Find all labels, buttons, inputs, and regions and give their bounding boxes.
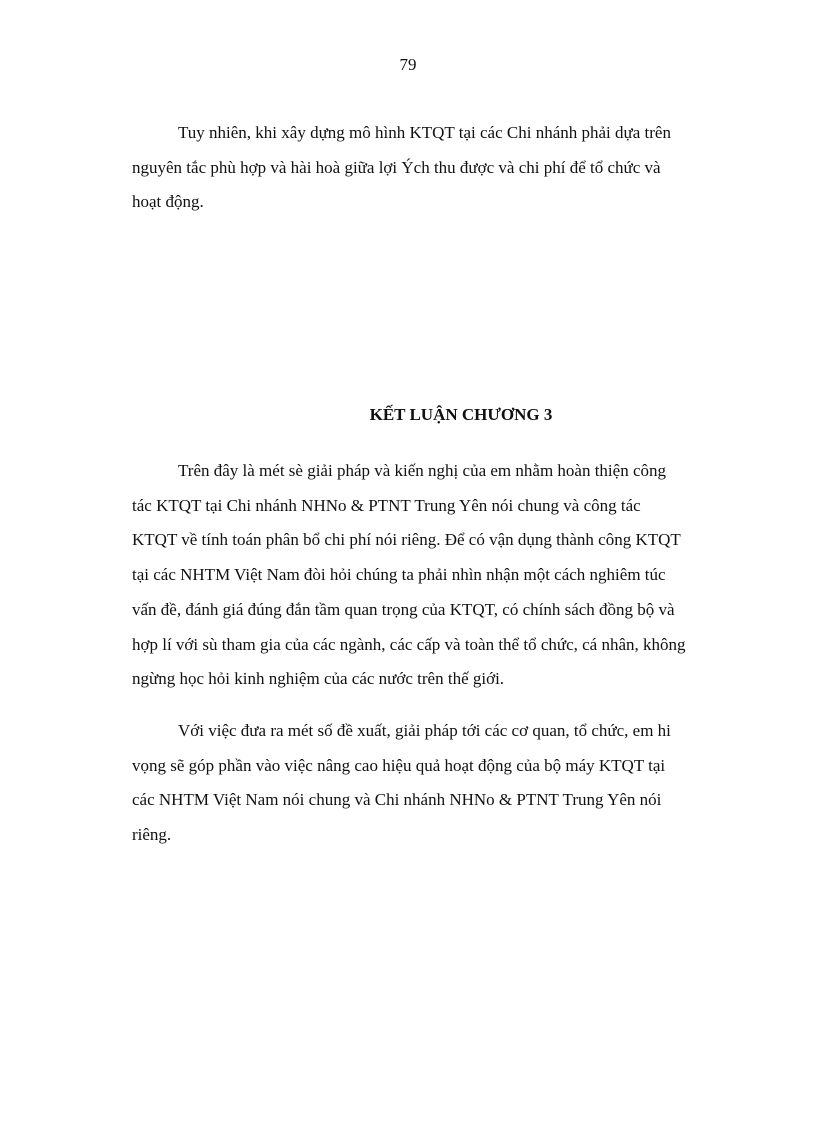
text-line: nguyên tắc phù hợp và hài hoà giữa lợi Ých thu được và chi phí để tổ chức và — [132, 157, 661, 177]
text-line: hợp lí với sù tham gia của các ngành, các cấp và toàn thể tổ chức, cá nhân, không — [132, 634, 686, 654]
chapter-conclusion-heading: KẾT LUẬN CHƯƠNG 3 — [369, 405, 553, 424]
text-line: riêng. — [132, 825, 172, 845]
conclusion-paragraph-1 — [132, 454, 744, 697]
text-line: vấn đề, đánh giá đúng đắn tầm quan trọng của KTQT, có chính sách đồng bộ và — [132, 599, 675, 619]
text-line: Trên đây là mét sè giải pháp và kiến nghị của em nhằm hoàn thiện công — [178, 461, 666, 480]
text-line: hoạt động. — [132, 192, 204, 211]
conclusion-paragraph-2 — [132, 714, 732, 853]
text-line: tác KTQT tại Chi nhánh NHNo & PTNT Trung Yên nói chung và công tác — [132, 495, 641, 515]
text-line: Tuy nhiên, khi xây dựng mô hình KTQT tại các Chi nhánh phải dựa trên — [178, 123, 671, 142]
page-number: 79 — [399, 55, 417, 74]
text-line: vọng sẽ góp phần vào việc nâng cao hiệu quả hoạt động của bộ máy KTQT tại — [132, 755, 666, 775]
text-line: tại các NHTM Việt Nam đòi hỏi chúng ta phải nhìn nhận một cách nghiêm túc — [132, 565, 666, 585]
text-line: ngừng học hỏi kinh nghiệm của các nước trên thế giới. — [132, 669, 505, 689]
text-line: các NHTM Việt Nam nói chung và Chi nhánh NHNo & PTNT Trung Yên nói — [132, 790, 662, 810]
text-line: KTQT về tính toán phân bổ chi phí nói riêng. Để có vận dụng thành công KTQT — [132, 530, 681, 550]
intro-paragraph — [132, 116, 732, 220]
text-line: Với việc đưa ra mét số đề xuất, giải pháp tới các cơ quan, tổ chức, em hi — [178, 721, 671, 740]
